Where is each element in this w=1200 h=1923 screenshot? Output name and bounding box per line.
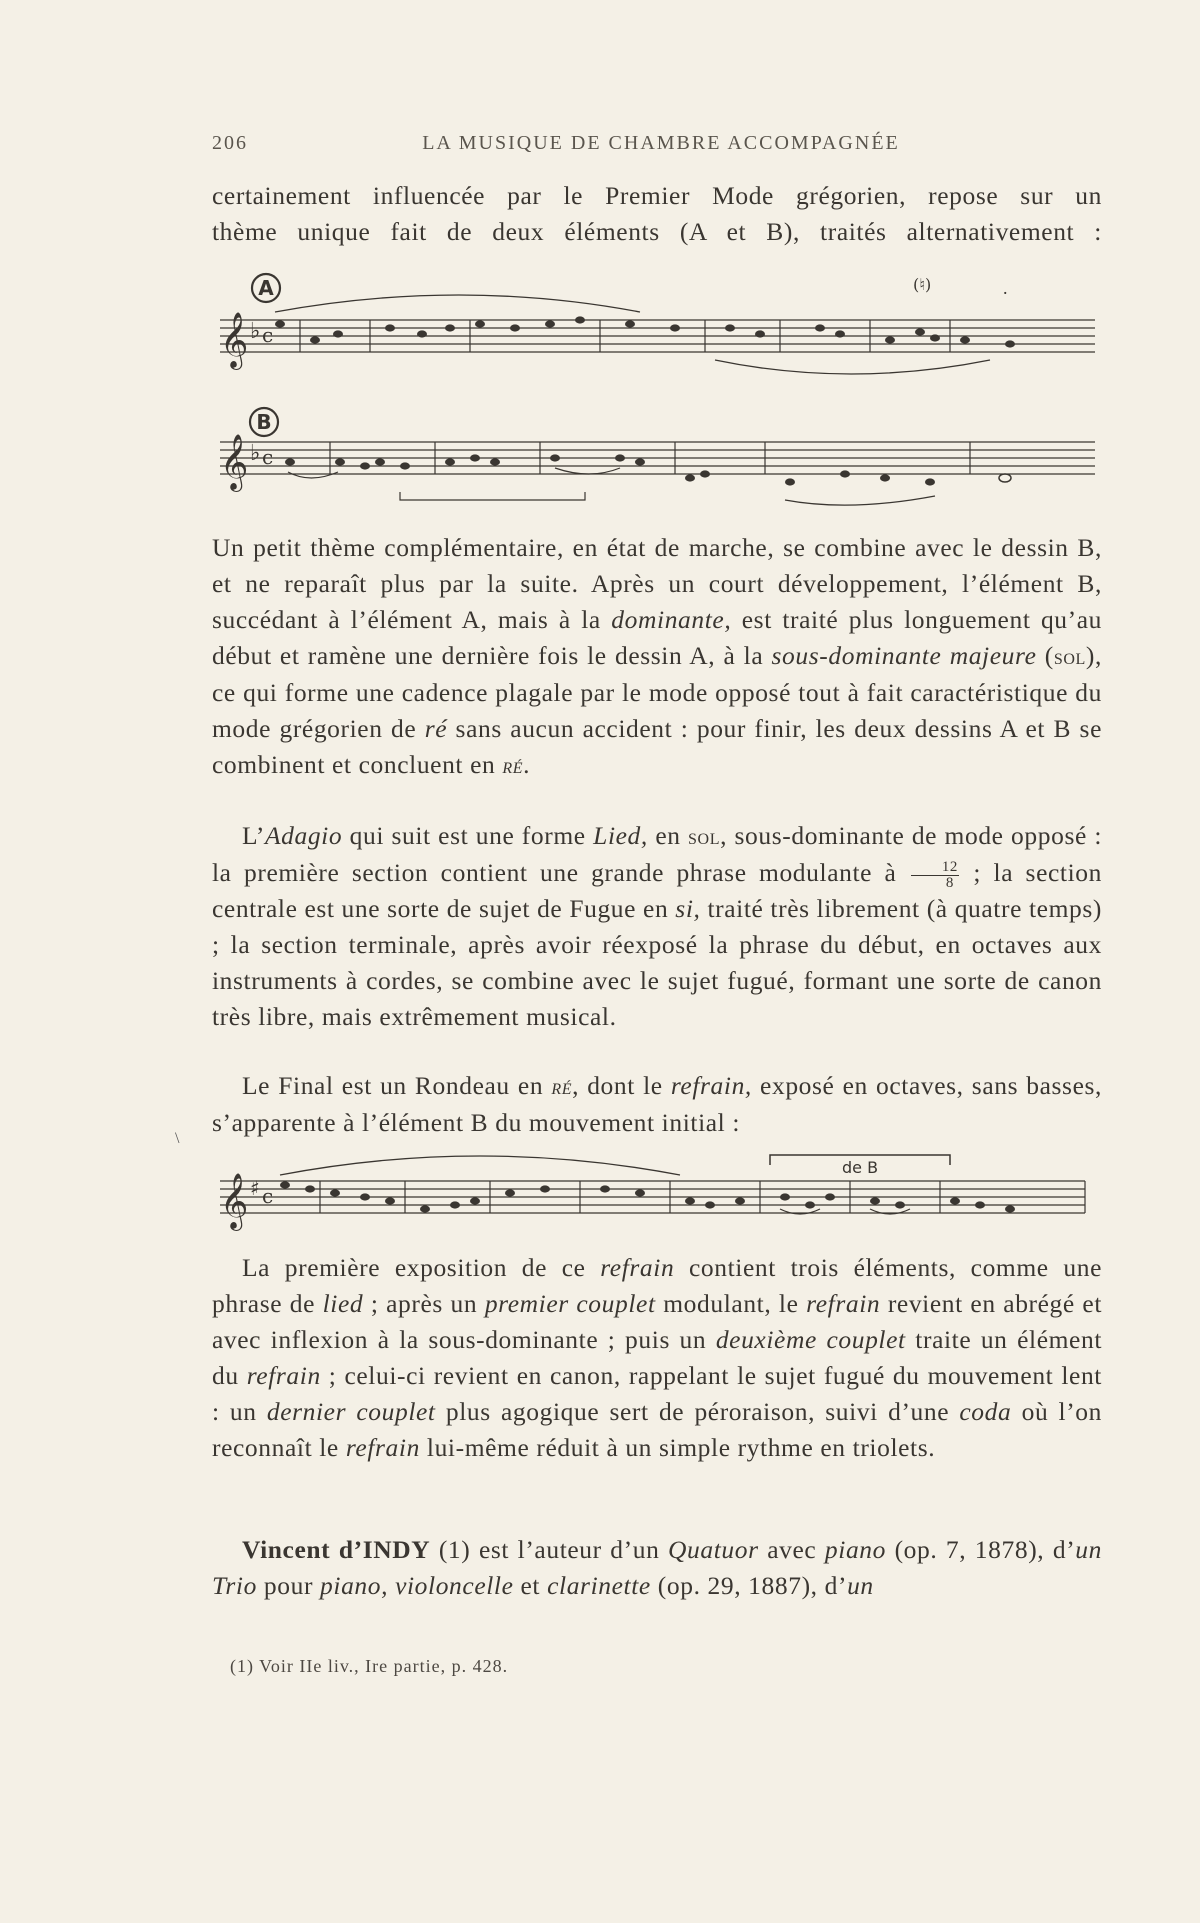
time-signature-fraction: $\frac{12}{8}$ (911, 860, 959, 891)
notes-b (285, 454, 935, 485)
theme-label-a: A (258, 276, 274, 300)
footnote: (1) Voir IIe liv., Ire partie, p. 428. (230, 1656, 509, 1676)
natural-mark: (♮) (913, 275, 932, 294)
svg-text:♯: ♯ (250, 1176, 260, 1200)
music-example-refrain (210, 1145, 1110, 1235)
staff-b-svg (210, 400, 1110, 510)
paragraph-refrain: La première exposition de ce refrain contient trois éléments, comme une phrase de lied ; après un premier couplet modulant, le refrain revient en abrégé et avec inflexion à la sous-dominante ; puis un deuxième couplet traite un élément du refrain ; celui-ci revient en canon, rappelant le sujet fugué du mouvement lent : un dernier couplet plus agogique sert de péroraison, suivi d’une coda où l’on reconnaît le refrain lui-même réduit à un simple rythme en triolets. (212, 1253, 1103, 1462)
treble-clef-icon-2: 𝄞 (220, 434, 249, 490)
paragraph-final: Le Final est un Rondeau en ré, dont le refrain, exposé en octaves, sans basses, s’apparente à l’élément B du mouvement initial : (212, 1071, 1102, 1137)
theme-label-b: B (256, 410, 272, 434)
treble-clef-icon: 𝄞 (220, 312, 249, 368)
bracket-label: de B (842, 1158, 879, 1177)
treble-clef-icon-3: 𝄞 (220, 1173, 249, 1229)
svg-text:♭: ♭ (250, 319, 261, 344)
paragraph-adagio: L’Adagio qui suit est une forme Lied, en sol, sous-dominante de mode opposé : la première section contient une grande phrase modulante à $\frac{12}{8}$ ; la section centrale est une sorte de sujet de Fugue en si, traité très librement (à quatre temps) ; la section terminale, après avoir réexposé la phrase du début, en octaves aux instruments à cordes, se combine avec le sujet fugué, formant une sorte de canon très libre, mais extrêmement musical. (212, 821, 1103, 1031)
notes-a (275, 316, 1015, 347)
svg-text:c: c (262, 1184, 274, 1208)
margin-mark: \ (175, 1130, 180, 1147)
intro-line-1: certainement influencée par le Premier Mode grégorien, repose sur un (212, 181, 1102, 210)
staff-refrain-svg (210, 1145, 1110, 1235)
music-example-b (210, 400, 1110, 510)
staff-a-svg (210, 268, 1110, 378)
svg-text:c: c (262, 445, 274, 469)
running-title: LA MUSIQUE DE CHAMBRE ACCOMPAGNÉE (422, 132, 900, 154)
paragraph-dindy: Vincent d’INDY (1) est l’auteur d’un Quatuor avec piano (op. 7, 1878), d’un Trio pour piano, violoncelle et clarinette (op. 29, 1887), d’un (212, 1535, 1102, 1600)
page-number: 206 (212, 132, 248, 154)
paragraph-development: Un petit thème complémentaire, en état de marche, se combine avec le dessin B, et ne reparaît plus par la suite. Après un court développement, l’élément B, succédant à l’élément A, mais à la dominante, est traité plus longuement qu’au début et ramène une dernière fois le dessin A, à la sous-dominante majeure (sol), ce qui forme une cadence plagale par le mode opposé tout à fait caractéristique du mode grégorien de ré sans aucun accident : pour finir, les deux dessins A et B se combinent et concluent en ré. (212, 533, 1103, 779)
dot-mark: . (1003, 278, 1008, 298)
music-example-a (210, 268, 1110, 378)
svg-text:♭: ♭ (250, 441, 261, 466)
paragraph-intro (212, 178, 1102, 250)
intro-line-2: thème unique fait de deux éléments (A et B), traités alternativement : (212, 217, 1102, 246)
svg-text:c: c (262, 323, 274, 347)
